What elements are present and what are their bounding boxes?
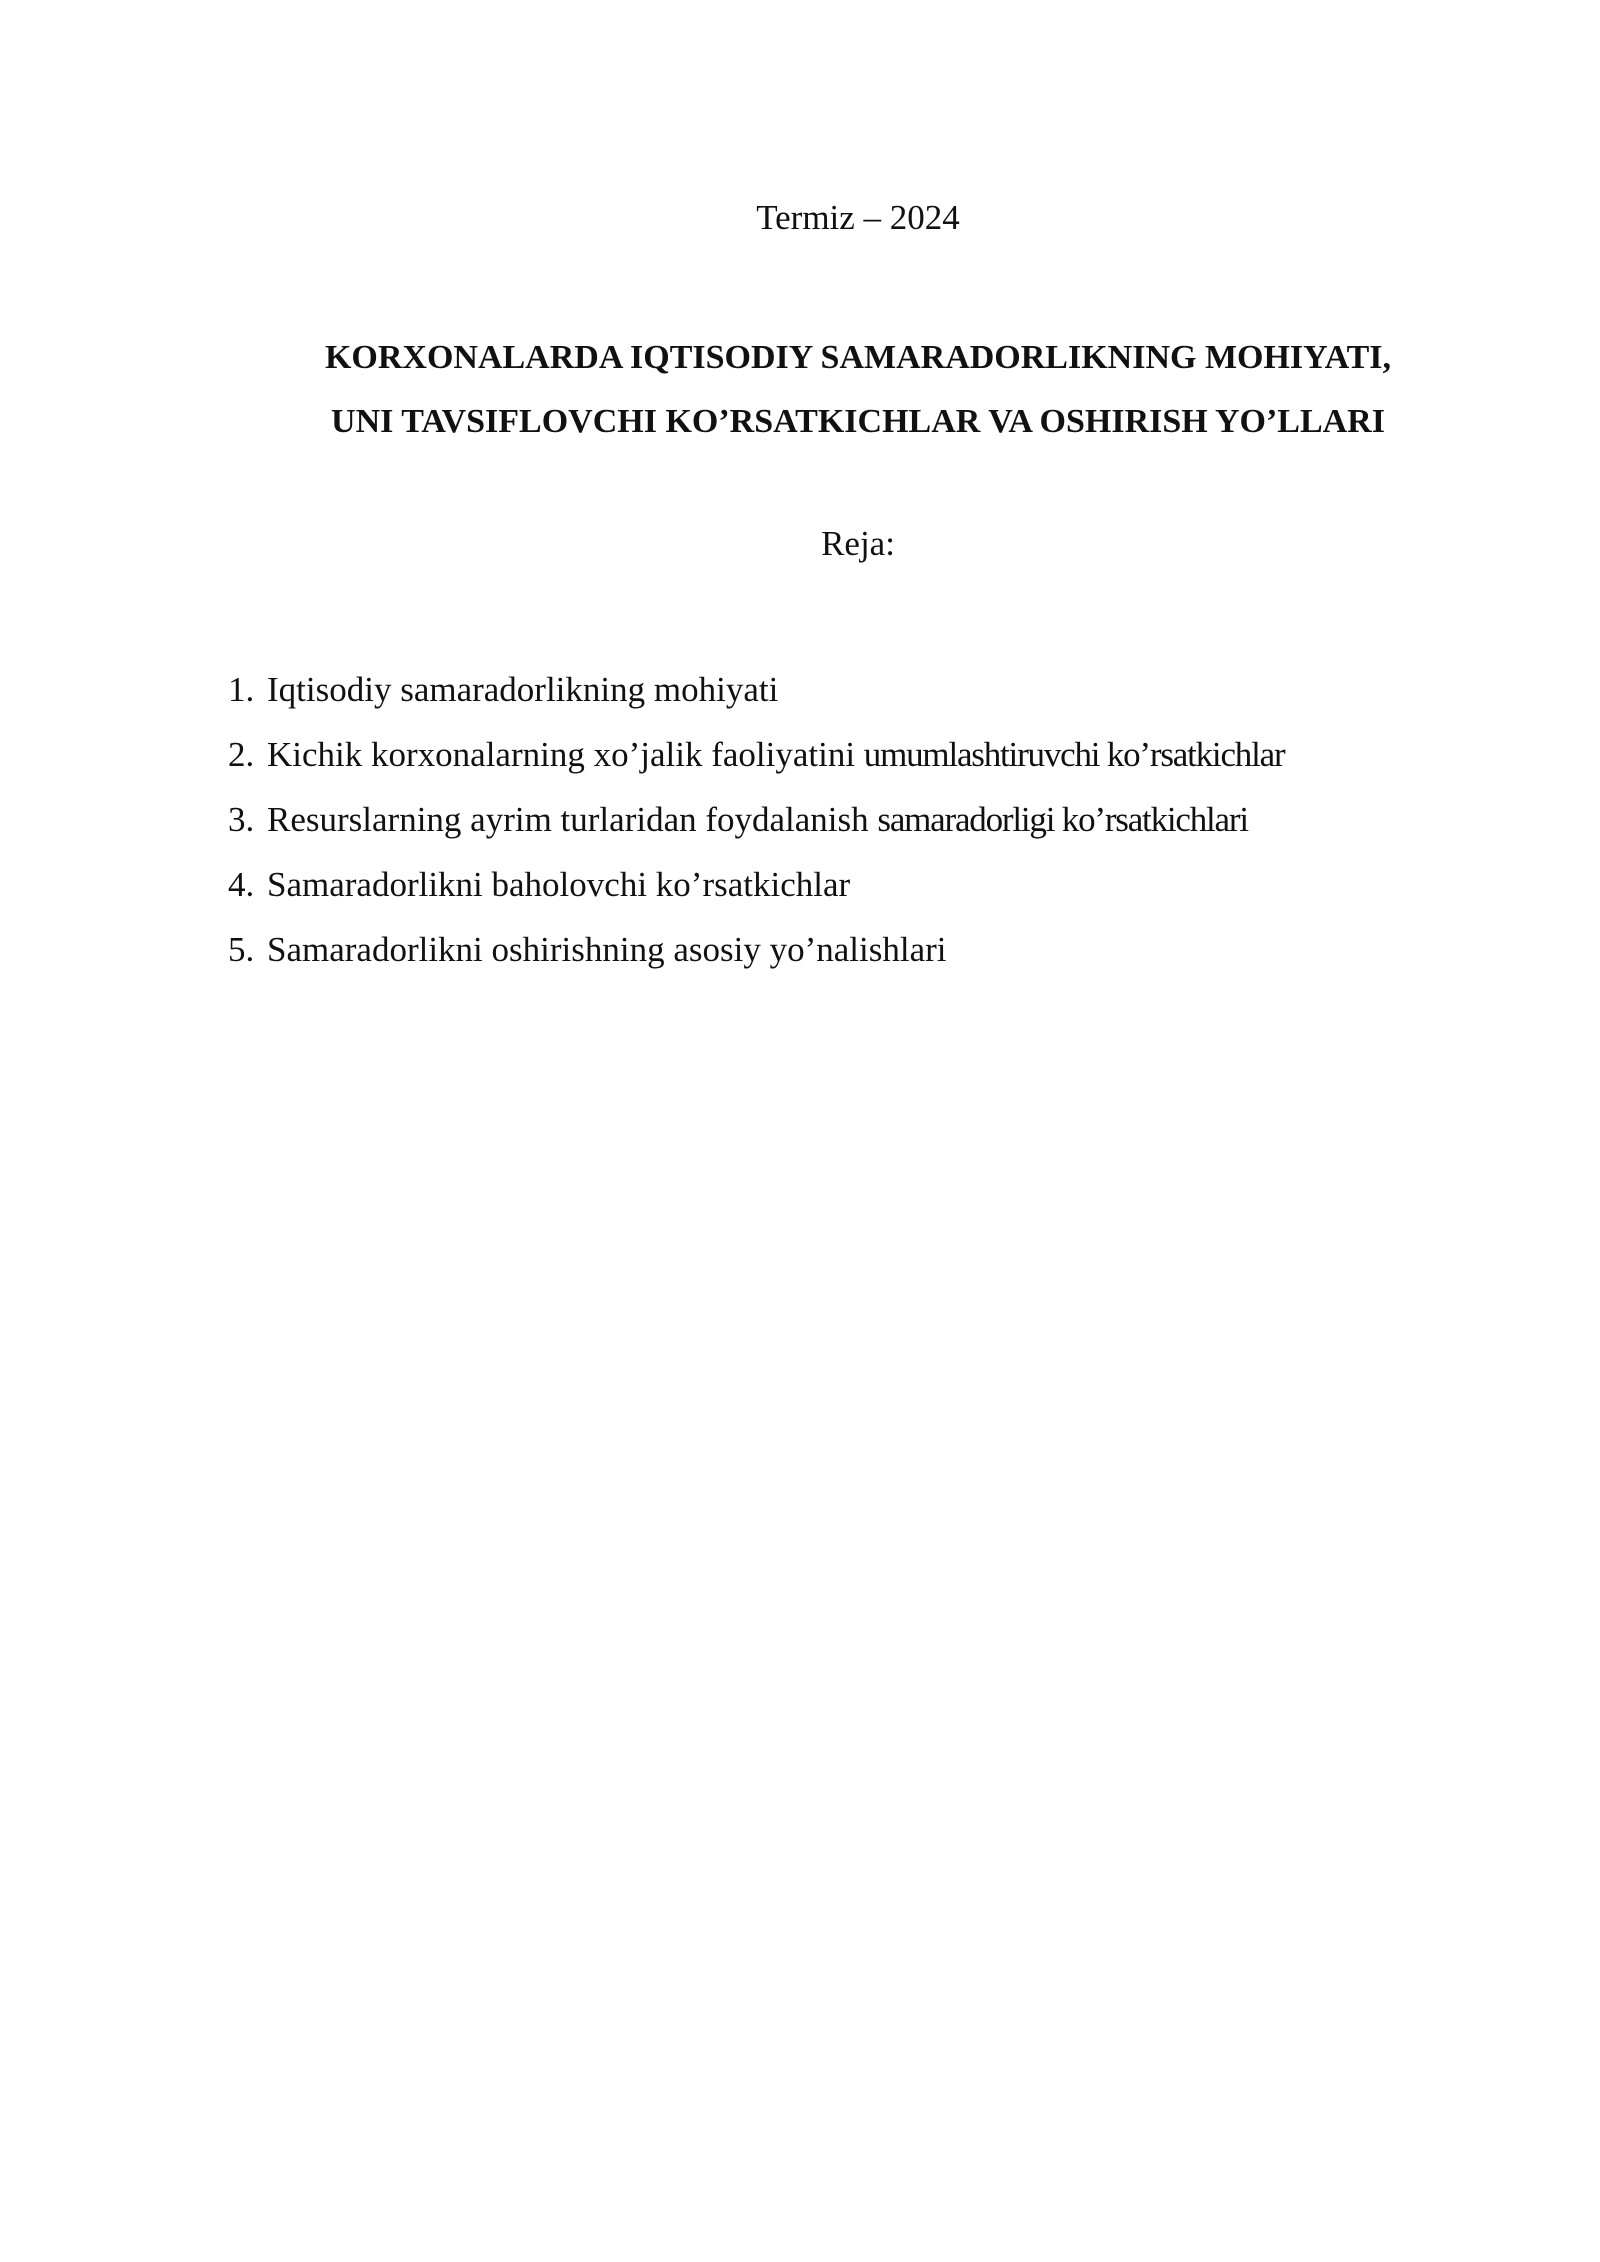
plan-item-number: 3. [228,800,255,839]
document-title [0,326,1600,454]
plan-item-text: Samaradorlikni oshirishning asosiy yo’nalishlari [267,930,947,969]
plan-item-2 [228,733,1284,798]
plan-item-number: 4. [228,865,255,904]
plan-label: Reja: [821,524,895,563]
plan-item-1 [228,668,1284,733]
plan-item-number: 5. [228,930,255,969]
plan-item-number: 2. [228,735,255,774]
plan-item-3 [228,798,1284,863]
plan-item-text: Resurslarning ayrim turlaridan foydalanish [267,800,878,839]
plan-item-number: 1. [228,670,255,709]
plan-item-text: Iqtisodiy samaradorlikning mohiyati [267,670,779,709]
plan-item-text: Samaradorlikni baholovchi ko’rsatkichlar [267,865,851,904]
plan-item-text-tail: samaradorligi ko’rsatkichlari [877,800,1248,839]
title-line-1: KORXONALARDA IQTISODIY SAMARADORLIKNING MOHIYATI, [324,339,1392,376]
plan-item-4 [228,863,1284,928]
city-year: Termiz – 2024 [756,198,960,237]
title-line-2: UNI TAVSIFLOVCHI KO’RSATKICHLAR VA OSHIRISH YO’LLARI [331,403,1385,440]
plan-list [228,668,1284,993]
plan-item-text: Kichik korxonalarning xo’jalik faoliyatini [267,735,864,774]
plan-item-5 [228,928,1284,993]
plan-item-text-tail: umumlashtiruvchi ko’rsatkichlar [863,735,1285,774]
